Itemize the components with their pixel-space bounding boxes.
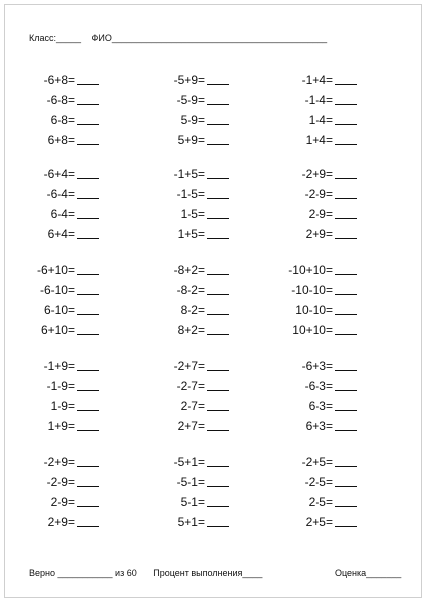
answer-blank[interactable] xyxy=(335,313,357,315)
answer-blank[interactable] xyxy=(207,273,229,275)
exercise-row xyxy=(273,161,357,181)
exercise-row xyxy=(15,317,99,337)
exercise-expression: -2+9= xyxy=(301,167,333,181)
exercise-row xyxy=(273,317,357,337)
exercise-row xyxy=(145,257,229,277)
exercise-row xyxy=(145,107,229,127)
exercise-row xyxy=(15,373,99,393)
answer-blank[interactable] xyxy=(207,525,229,527)
exercise-expression: 6-4= xyxy=(50,207,75,221)
exercise-row xyxy=(145,393,229,413)
exercise-row xyxy=(273,67,357,87)
exercise-row xyxy=(15,353,99,373)
answer-blank[interactable] xyxy=(335,333,357,335)
exercise-row xyxy=(145,489,229,509)
exercise-row xyxy=(273,489,357,509)
exercise-row xyxy=(273,257,357,277)
exercise-expression: -1-9= xyxy=(46,379,75,393)
exercise-expression: -6-3= xyxy=(304,379,333,393)
exercise-expression: -2+9= xyxy=(43,455,75,469)
exercise-expression: -8-2= xyxy=(176,283,205,297)
answer-blank[interactable] xyxy=(77,369,99,371)
exercise-row xyxy=(273,393,357,413)
exercise-row xyxy=(15,489,99,509)
answer-blank[interactable] xyxy=(207,103,229,105)
exercise-row xyxy=(15,469,99,489)
exercise-expression: -10-10= xyxy=(291,283,333,297)
answer-blank[interactable] xyxy=(77,485,99,487)
answer-blank[interactable] xyxy=(207,177,229,179)
exercise-row xyxy=(145,87,229,107)
answer-blank[interactable] xyxy=(207,369,229,371)
answer-blank[interactable] xyxy=(335,83,357,85)
answer-blank[interactable] xyxy=(77,429,99,431)
grade-label: Оценка_______ xyxy=(335,568,402,578)
exercise-block xyxy=(145,67,255,147)
exercise-row xyxy=(145,317,229,337)
exercise-expression: 10+10= xyxy=(292,323,333,337)
header xyxy=(29,33,359,43)
exercise-row xyxy=(273,469,357,489)
exercise-expression: 6-10= xyxy=(43,303,75,317)
answer-blank[interactable] xyxy=(335,143,357,145)
class-field-label: Класс:_____ xyxy=(29,33,82,43)
answer-blank[interactable] xyxy=(335,177,357,179)
answer-blank[interactable] xyxy=(335,505,357,507)
exercise-row xyxy=(15,297,99,317)
exercise-expression: 6+8= xyxy=(47,133,75,147)
exercise-row xyxy=(15,449,99,469)
exercise-expression: -2+5= xyxy=(301,455,333,469)
exercise-expression: 1-5= xyxy=(180,207,205,221)
answer-blank[interactable] xyxy=(207,197,229,199)
exercise-expression: -1-4= xyxy=(304,93,333,107)
exercise-expression: -5-9= xyxy=(176,93,205,107)
exercise-expression: -5+1= xyxy=(173,455,205,469)
answer-blank[interactable] xyxy=(335,197,357,199)
answer-blank[interactable] xyxy=(207,429,229,431)
exercise-block xyxy=(273,353,383,433)
exercise-block xyxy=(15,449,125,529)
exercise-expression: -2+7= xyxy=(173,359,205,373)
answer-blank[interactable] xyxy=(207,485,229,487)
exercise-row xyxy=(15,181,99,201)
exercise-row xyxy=(273,509,357,529)
exercise-expression: 5+9= xyxy=(177,133,205,147)
answer-blank[interactable] xyxy=(335,217,357,219)
answer-blank[interactable] xyxy=(77,217,99,219)
exercise-expression: -6-10= xyxy=(39,283,75,297)
exercise-expression: 6+3= xyxy=(305,419,333,433)
answer-blank[interactable] xyxy=(335,485,357,487)
exercise-row xyxy=(273,277,357,297)
exercise-block xyxy=(15,67,125,147)
exercise-row xyxy=(15,161,99,181)
answer-blank[interactable] xyxy=(77,505,99,507)
exercise-row xyxy=(145,127,229,147)
answer-blank[interactable] xyxy=(207,333,229,335)
exercise-row xyxy=(145,373,229,393)
exercise-row xyxy=(15,87,99,107)
exercise-row xyxy=(273,413,357,433)
exercise-row xyxy=(273,107,357,127)
exercise-block xyxy=(145,257,255,337)
answer-blank[interactable] xyxy=(77,103,99,105)
exercise-row xyxy=(15,201,99,221)
answer-blank[interactable] xyxy=(335,273,357,275)
exercise-expression: 2+5= xyxy=(305,515,333,529)
exercise-row xyxy=(273,201,357,221)
exercise-row xyxy=(273,221,357,241)
answer-blank[interactable] xyxy=(207,409,229,411)
exercise-row xyxy=(15,127,99,147)
answer-blank[interactable] xyxy=(335,369,357,371)
exercise-block xyxy=(15,161,125,241)
exercise-expression: 6+10= xyxy=(40,323,75,337)
answer-blank[interactable] xyxy=(335,103,357,105)
worksheet xyxy=(4,4,422,598)
answer-blank[interactable] xyxy=(207,83,229,85)
exercise-row xyxy=(145,277,229,297)
exercise-row xyxy=(15,107,99,127)
exercise-row xyxy=(15,257,99,277)
exercise-block xyxy=(15,257,125,337)
exercise-block xyxy=(273,257,383,337)
exercise-row xyxy=(145,161,229,181)
exercise-expression: -1+4= xyxy=(301,73,333,87)
exercise-expression: 2+9= xyxy=(47,515,75,529)
exercise-expression: -2-5= xyxy=(304,475,333,489)
exercise-expression: 6-3= xyxy=(308,399,333,413)
exercise-expression: 2-9= xyxy=(308,207,333,221)
exercise-expression: 2-9= xyxy=(50,495,75,509)
exercise-block xyxy=(273,67,383,147)
exercise-expression: 5-9= xyxy=(180,113,205,127)
answer-blank[interactable] xyxy=(207,389,229,391)
correct-count-label: Верно ___________ из 60 xyxy=(29,568,137,578)
exercise-row xyxy=(145,469,229,489)
answer-blank[interactable] xyxy=(335,389,357,391)
exercise-row xyxy=(15,67,99,87)
answer-blank[interactable] xyxy=(335,237,357,239)
exercise-expression: -6+10= xyxy=(36,263,75,277)
exercise-row xyxy=(15,509,99,529)
exercise-row xyxy=(15,393,99,413)
exercise-expression: -2-7= xyxy=(176,379,205,393)
exercise-row xyxy=(15,277,99,297)
exercise-block xyxy=(145,161,255,241)
answer-blank[interactable] xyxy=(77,273,99,275)
answer-blank[interactable] xyxy=(335,293,357,295)
exercise-expression: -10+10= xyxy=(288,263,333,277)
answer-blank[interactable] xyxy=(207,143,229,145)
exercise-row xyxy=(273,127,357,147)
exercise-row xyxy=(15,221,99,241)
exercise-expression: 6+4= xyxy=(47,227,75,241)
exercise-expression: -1+9= xyxy=(43,359,75,373)
exercise-row xyxy=(273,297,357,317)
exercise-block xyxy=(145,449,255,529)
exercise-expression: 5+1= xyxy=(177,515,205,529)
exercise-row xyxy=(273,181,357,201)
answer-blank[interactable] xyxy=(77,409,99,411)
exercise-expression: -5-1= xyxy=(176,475,205,489)
exercise-expression: -6+3= xyxy=(301,359,333,373)
exercise-row xyxy=(145,449,229,469)
exercise-block xyxy=(15,353,125,433)
exercise-row xyxy=(145,181,229,201)
answer-blank[interactable] xyxy=(77,197,99,199)
exercise-expression: -6-8= xyxy=(46,93,75,107)
answer-blank[interactable] xyxy=(77,83,99,85)
exercise-row xyxy=(145,221,229,241)
exercise-expression: 6-8= xyxy=(50,113,75,127)
exercise-expression: 1-4= xyxy=(308,113,333,127)
footer xyxy=(29,568,419,578)
exercise-expression: -5+9= xyxy=(173,73,205,87)
answer-blank[interactable] xyxy=(77,293,99,295)
exercise-expression: -8+2= xyxy=(173,263,205,277)
answer-blank[interactable] xyxy=(207,217,229,219)
exercise-row xyxy=(145,67,229,87)
answer-blank[interactable] xyxy=(77,313,99,315)
answer-blank[interactable] xyxy=(207,313,229,315)
answer-blank[interactable] xyxy=(207,237,229,239)
answer-blank[interactable] xyxy=(77,525,99,527)
exercise-row xyxy=(145,201,229,221)
exercise-row xyxy=(15,413,99,433)
exercise-expression: 2+7= xyxy=(177,419,205,433)
exercise-row xyxy=(273,449,357,469)
answer-blank[interactable] xyxy=(77,389,99,391)
exercise-expression: -1-5= xyxy=(176,187,205,201)
exercise-expression: 5-1= xyxy=(180,495,205,509)
answer-blank[interactable] xyxy=(335,465,357,467)
exercise-row xyxy=(145,413,229,433)
answer-blank[interactable] xyxy=(77,333,99,335)
exercise-block xyxy=(145,353,255,433)
answer-blank[interactable] xyxy=(207,293,229,295)
percent-label: Процент выполнения____ xyxy=(153,568,263,578)
exercise-expression: -6+8= xyxy=(43,73,75,87)
answer-blank[interactable] xyxy=(77,465,99,467)
answer-blank[interactable] xyxy=(335,429,357,431)
exercise-expression: -1+5= xyxy=(173,167,205,181)
exercise-block xyxy=(273,449,383,529)
exercise-expression: 1+9= xyxy=(47,419,75,433)
exercise-expression: 1+5= xyxy=(177,227,205,241)
exercise-expression: -6+4= xyxy=(43,167,75,181)
answer-blank[interactable] xyxy=(77,143,99,145)
answer-blank[interactable] xyxy=(77,237,99,239)
fio-field-label: ФИО___________________________________________ xyxy=(91,33,328,43)
exercise-expression: 2+9= xyxy=(305,227,333,241)
exercise-expression: 1-9= xyxy=(50,399,75,413)
exercise-row xyxy=(145,297,229,317)
exercise-expression: 8+2= xyxy=(177,323,205,337)
exercise-expression: 8-2= xyxy=(180,303,205,317)
answer-blank[interactable] xyxy=(207,505,229,507)
exercise-expression: 2-7= xyxy=(180,399,205,413)
answer-blank[interactable] xyxy=(207,123,229,125)
answer-blank[interactable] xyxy=(335,123,357,125)
exercise-row xyxy=(145,353,229,373)
answer-blank[interactable] xyxy=(207,465,229,467)
answer-blank[interactable] xyxy=(77,123,99,125)
exercise-row xyxy=(273,87,357,107)
answer-blank[interactable] xyxy=(77,177,99,179)
exercise-expression: -2-9= xyxy=(304,187,333,201)
exercise-row xyxy=(273,373,357,393)
exercise-row xyxy=(145,509,229,529)
answer-blank[interactable] xyxy=(335,409,357,411)
exercise-expression: 1+4= xyxy=(305,133,333,147)
answer-blank[interactable] xyxy=(335,525,357,527)
exercise-expression: 2-5= xyxy=(308,495,333,509)
exercise-block xyxy=(273,161,383,241)
exercise-expression: -6-4= xyxy=(46,187,75,201)
exercise-expression: -2-9= xyxy=(46,475,75,489)
exercise-row xyxy=(273,353,357,373)
exercise-expression: 10-10= xyxy=(295,303,333,317)
